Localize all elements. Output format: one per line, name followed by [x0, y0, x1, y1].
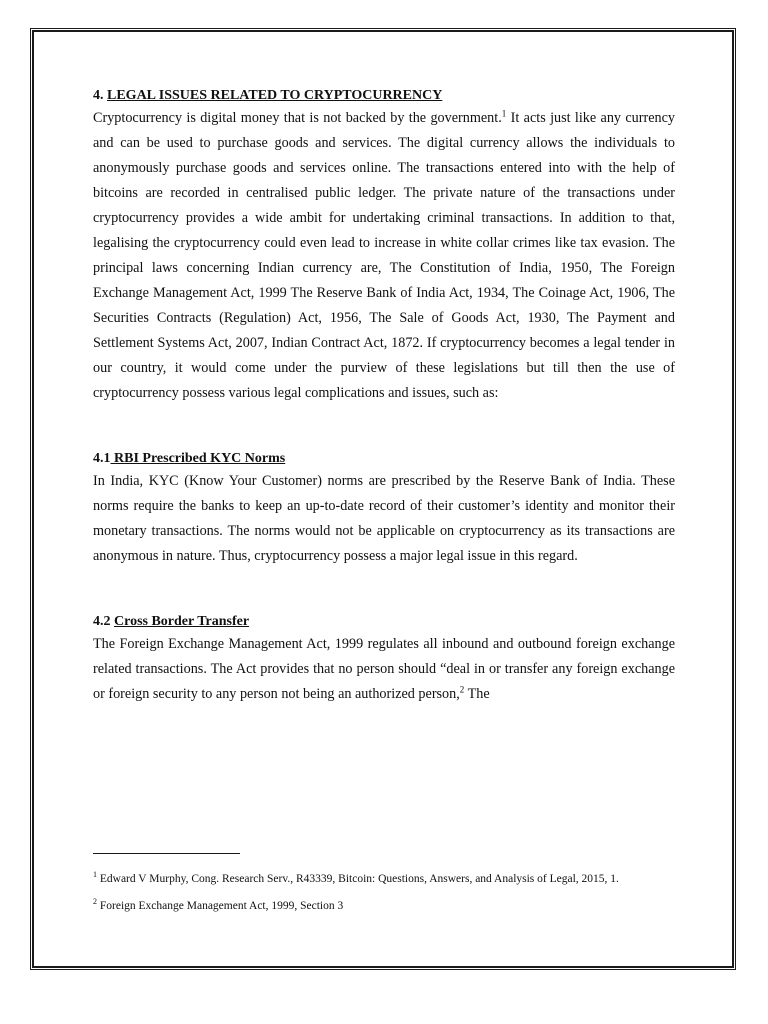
section-4-number: 4. — [93, 88, 104, 103]
footnote-ref-1[interactable]: 1 — [501, 108, 507, 119]
section-4-1-paragraph: In India, KYC (Know Your Customer) norms are prescribed by the Reserve Bank of India. These norms require the banks to keep an up-to-date record of their customer’s identity and monitor their monetary transactions. The norms would not be applicable on cryptocurrency as its transactions are anonymous in nature. Thus, cryptocurrency possess a major legal issue in this regard. — [93, 473, 675, 564]
footnotes — [93, 872, 675, 914]
section-4-heading — [93, 86, 675, 106]
footnote-2-marker: 2 — [93, 897, 97, 907]
section-4-text-part2: It acts just like any currency and can be used to purchase goods and services. The digital currency allows the individuals to anonymously purchase goods and services online. The transactions entered into with the help of bitcoins are recorded in centralised public ledger. The private nature of the transactions under cryptocurrency provides a wide ambit for undertaking criminal transactions. In addition to that, legalising the cryptocurrency could even lead to increase in white collar crimes like tax evasion. The principal laws concerning Indian currency are, The Constitution of India, 1950, The Foreign Exchange Management Act, 1999 The Reserve Bank of India Act, 1934, The Coinage Act, 1906, The Securities Contracts (Regulation) Act, 1956, The Sale of Goods Act, 1930, The Payment and Settlement Systems Act, 2007, Indian Contract Act, 1872. If cryptocurrency becomes a legal tender in our country, it would come under the purview of these legislations but till then the use of cryptocurrency possess various legal complications and issues, such as: — [93, 110, 676, 401]
footnote-1-text: Edward V Murphy, Cong. Research Serv., R43339, Bitcoin: Questions, Answers, and Analysis of Legal, 2015, 1. — [97, 873, 619, 885]
footnote-2-text: Foreign Exchange Management Act, 1999, Section 3 — [97, 900, 344, 912]
section-4-1-title: RBI Prescribed KYC Norms — [110, 451, 286, 466]
section-4-1-heading — [93, 449, 675, 469]
section-4-title: LEGAL ISSUES RELATED TO CRYPTOCURRENCY — [107, 88, 443, 103]
section-4-2-text-part1: The Foreign Exchange Management Act, 1999 regulates all inbound and outbound foreign exchange related transactions. The Act provides that no person should “deal in or transfer any foreign exchange or foreign security to any person not being an authorized person, — [93, 636, 675, 702]
section-4-2-number: 4.2 — [93, 614, 111, 629]
document-body — [93, 86, 675, 707]
footnote-1 — [93, 872, 675, 887]
section-4-paragraph — [93, 106, 675, 406]
footnote-ref-2[interactable]: 2 — [459, 684, 465, 695]
section-4-2-heading — [93, 612, 675, 632]
footnote-1-marker: 1 — [93, 870, 97, 880]
footnote-2 — [93, 899, 675, 914]
section-4-2-paragraph — [93, 632, 675, 707]
section-4-text-part1: Cryptocurrency is digital money that is not backed by the government. — [93, 110, 502, 126]
section-4-1-number: 4.1 — [93, 451, 111, 466]
section-4-2-text-part2: The — [464, 686, 490, 702]
footnote-separator — [93, 853, 240, 854]
section-4-2-title: Cross Border Transfer — [114, 614, 250, 629]
